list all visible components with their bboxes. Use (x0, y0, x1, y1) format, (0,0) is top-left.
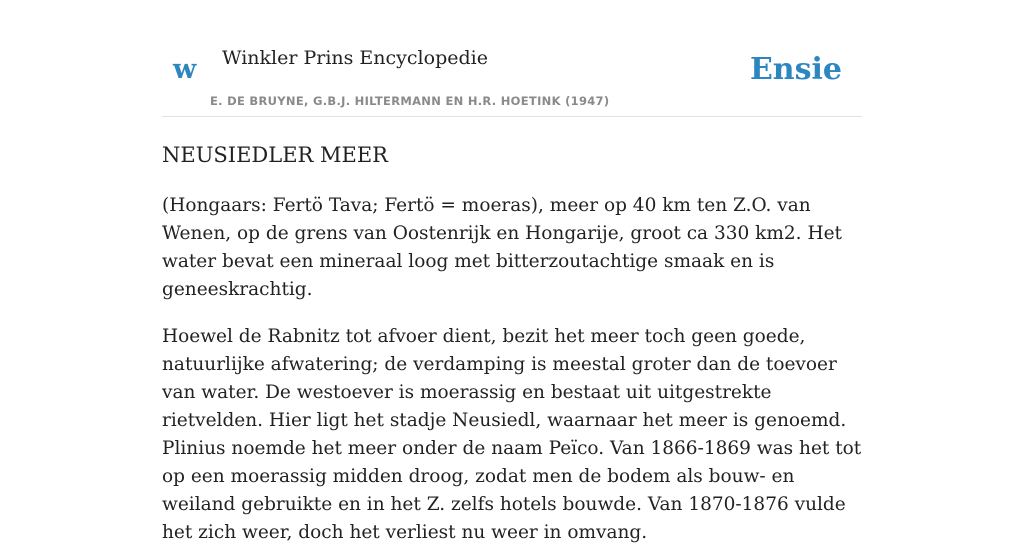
article (162, 138, 862, 547)
ensie-logo[interactable]: Ensie (749, 52, 842, 87)
entry-title: NEUSIEDLER MEER (162, 143, 388, 167)
header (162, 0, 862, 117)
paragraph-2: Hoewel de Rabnitz tot afvoer dient, bezit het meer toch geen goede, natuurlijke afwatering; de verdamping is meestal groter dan de toevoer van water. De westoever is moerassig en bestaat uit uitgestrekte rietvelden. Hier ligt het stadje Neusiedl, waarnaar het meer is genoemd. Plinius noemde het meer onder de naam Peïco. Van 1866-1869 was het tot op een moerassig midden droog, zodat men de bodem als bouw- en weiland gebruikte en in het Z. zelfs hotels bouwde. Van 1870-1876 vulde het zich weer, doch het verliest nu weer in omvang. (162, 326, 862, 543)
wp-logo[interactable]: w (173, 54, 197, 85)
authors-line: E. DE BRUYNE, G.B.J. HILTERMANN EN H.R. HOETINK (1947) (210, 94, 610, 108)
encyclopedia-title[interactable]: Winkler Prins Encyclopedie (222, 47, 488, 69)
paragraph-1: (Hongaars: Fertö Tava; Fertö = moeras), meer op 40 km ten Z.O. van Wenen, op de grens van Oostenrijk en Hongarije, groot ca 330 km2. Het water bevat een mineraal loog met bitterzoutachtige smaak en is geneeskrachtig. (162, 195, 842, 300)
